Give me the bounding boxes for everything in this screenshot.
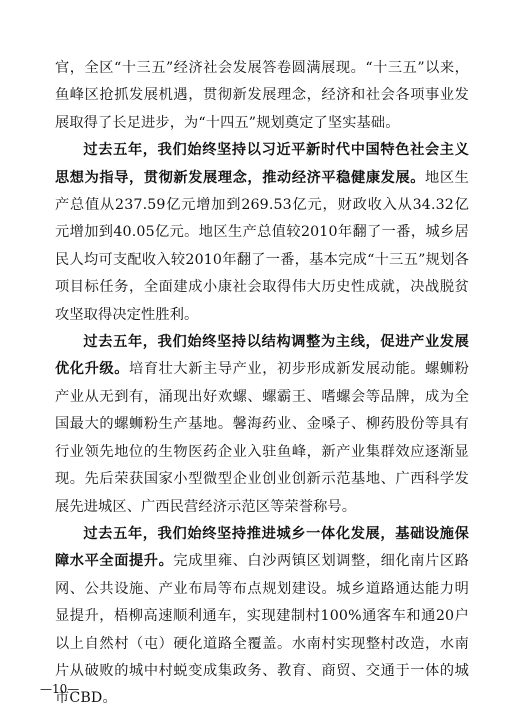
paragraph-1 [55, 55, 469, 137]
paragraph-2-lead: 过去五年，我们始终坚持以习近平新时代中国特色社会主义思想为指导，贯彻新发展理念，推动经济平稳健康发展。 [55, 142, 469, 186]
paragraph-4-lead: 过去五年，我们始终坚持推进城乡一体化发展，基础设施保障水平全面提升。 [55, 525, 469, 570]
paragraph-3-text: 培育壮大新主导产业，初步形成新发展动能。螺蛳粉产业从无到有，涌现出好欢螺、螺霸王、嗜螺会等品牌，成为全国最大的螺蛳粉生产基地。馨海药业、金嗓子、柳药股份等具有行业领先地位的生物医药企业入驻鱼峰，新产业集群效应逐渐显现。先后荣获国家小型微型企业创业创新示范基地、广西科学发展先进城区、广西民营经济示范区等荣誉称号。 [55, 361, 469, 515]
paragraph-1-text: 官，全区“十三五”经济社会发展答卷圆满展现。“十三五”以来，鱼峰区抢抓发展机遇，贯彻新发展理念，经济和社会各项事业发展取得了长足进步，为“十四五”规划奠定了坚实基础。 [55, 60, 469, 131]
page-number: —10— [40, 682, 80, 696]
paragraph-2-text: 地区生产总值从237.59亿元增加到269.53亿元，财政收入从34.32亿元增加到40.05亿元。地区生产总值较2010年翻了一番，城乡居民人均可支配收入较2010年翻了一番，基本完成“十三五”规划各项目标任务，全面建成小康社会取得伟大历史性成就，决战脱贫攻坚取得决定性胜利。 [55, 169, 469, 323]
paragraph-4-text: 完成里雍、白沙两镇区划调整，细化南片区路网、公共设施、产业布局等布点规划建设。城乡道路通达能力明显提升，梧柳高速顺利通车，实现建制村100%通客车和通20户以上自然村（屯）硬化道路全覆盖。水南村实现整村改造，水南片从破败的城中村蜕变成集政务、教育、商贸、交通于一体的城市CBD。 [55, 553, 469, 707]
document-body [55, 55, 469, 713]
paragraph-3 [55, 329, 469, 521]
paragraph-4 [55, 521, 469, 713]
paragraph-3-lead: 过去五年，我们始终坚持以结构调整为主线，促进产业发展优化升级。 [55, 334, 469, 378]
paragraph-2 [55, 137, 469, 329]
